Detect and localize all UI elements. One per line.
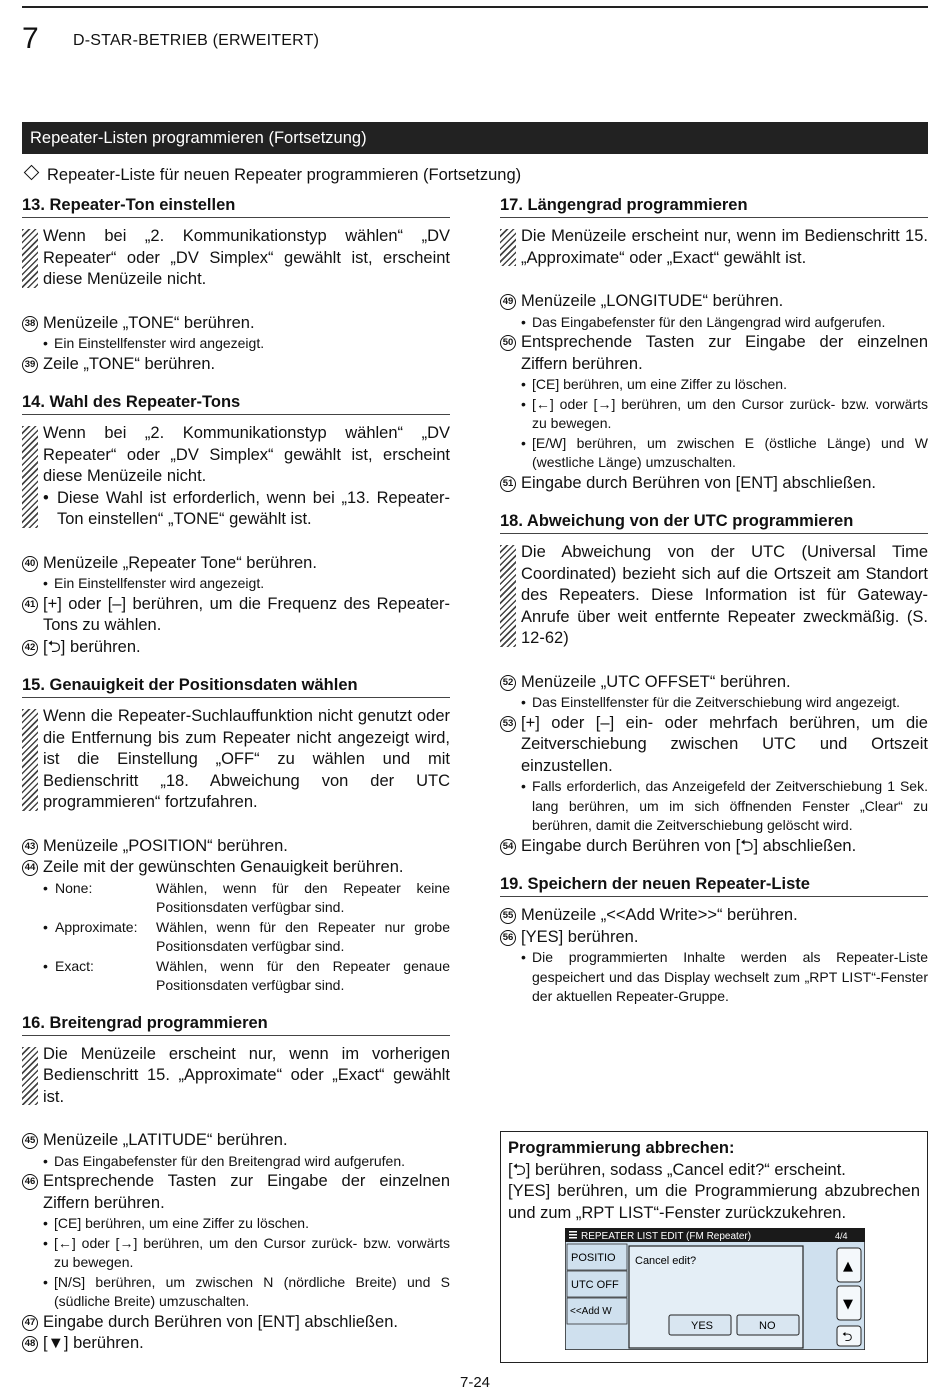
diamond-icon: [24, 165, 40, 181]
step-number: 41: [22, 597, 38, 613]
lcd-screenshot: [565, 1228, 865, 1350]
section-title: 19. Speichern der neuen Repeater-Liste: [500, 875, 928, 897]
step-number: 45: [22, 1133, 38, 1149]
step: 55 Menüzeile „<<Add Write>>“ berühren.: [500, 905, 928, 927]
step: 44 Zeile mit der gewünschten Genauigkeit berühren.: [22, 857, 450, 879]
info-note: Wenn bei „2. Kommunikationstyp wählen“ „DV Repeater“ oder „DV Simplex“ gewählt ist, erscheint diese Menüzeile nicht.: [22, 226, 450, 291]
step: 45 Menüzeile „LATITUDE“ berühren.: [22, 1130, 450, 1152]
step: 50 Entsprechende Tasten zur Eingabe der einzelnen Ziffern berühren.: [500, 332, 928, 375]
right-column: [500, 196, 928, 1007]
step-detail: • [E/W] berühren, um zwischen E (östliche Länge) und W (westliche Länge) umzuschalten.: [500, 434, 928, 473]
up-arrow-icon: ▲: [843, 1259, 853, 1274]
chapter-number: 7: [22, 22, 39, 55]
step-number: 46: [22, 1174, 38, 1190]
step-number: 44: [22, 860, 38, 876]
step: 51 Eingabe durch Berühren von [ENT] abschließen.: [500, 473, 928, 495]
chapter-title: D-STAR-BETRIEB (ERWEITERT): [73, 32, 320, 49]
step: 43 Menüzeile „POSITION“ berühren.: [22, 836, 450, 858]
step-detail: • [CE] berühren, um eine Ziffer zu löschen.: [500, 375, 928, 395]
lcd-row: UTC OFF: [571, 1279, 619, 1291]
step-number: 42: [22, 640, 38, 656]
step-detail: • Falls erforderlich, das Anzeigefeld der Zeitverschiebung 1 Sek. lang berühren, um im sich öffnenden Fenster „Clear“ zu berühren, damit die Zeitverschiebung gelöscht wird.: [500, 777, 928, 836]
menu-icon: [569, 1231, 577, 1239]
step: 53 [+] oder [–] ein- oder mehrfach berühren, um die Zeitverschiebung zwischen UTC und Ortszeit einzustellen.: [500, 713, 928, 778]
section-title: 18. Abweichung von der UTC programmieren: [500, 512, 928, 534]
section-title: 14. Wahl des Repeater-Tons: [22, 393, 450, 415]
step: 39 Zeile „TONE“ berühren.: [22, 354, 450, 376]
step: 38 Menüzeile „TONE“ berühren.: [22, 313, 450, 335]
step-number: 53: [500, 716, 516, 732]
subheading: Repeater-Liste für neuen Repeater programmieren (Fortsetzung): [22, 166, 521, 185]
info-note: Die Menüzeile erscheint nur, wenn im Bedienschritt 15. „Approximate“ oder „Exact“ gewählt ist.: [500, 226, 928, 269]
step-number: 47: [22, 1315, 38, 1331]
step-number: 54: [500, 839, 516, 855]
step-number: 49: [500, 294, 516, 310]
svg-text:NO: NO: [759, 1320, 776, 1332]
step: 52 Menüzeile „UTC OFFSET“ berühren.: [500, 672, 928, 694]
lcd-row: <<Add W: [570, 1306, 612, 1317]
step: 40 Menüzeile „Repeater Tone“ berühren.: [22, 553, 450, 575]
step-number: 51: [500, 476, 516, 492]
step-detail: • [←] oder [→] berühren, um den Cursor zurück- bzw. vorwärts zu bewegen.: [500, 395, 928, 434]
info-note: Die Abweichung von der UTC (Universal Time Coordinated) bezieht sich auf die Ortszeit am Standort des Repeaters. Diese Information ist für Gateway-Anrufe über weit entfernte Repeater zweckmäßig. (S. 12-62): [500, 542, 928, 650]
info-note: Wenn bei „2. Kommunikationstyp wählen“ „DV Repeater“ oder „DV Simplex“ gewählt ist, erscheint diese Menüzeile nicht. • Diese Wahl ist erforderlich, wenn bei „13. Repeater-Ton einstellen“ „TONE“ gewählt ist.: [22, 423, 450, 531]
lcd-row: POSITIO: [571, 1252, 616, 1264]
step: 47 Eingabe durch Berühren von [ENT] abschließen.: [22, 1312, 450, 1334]
step-detail: • [←] oder [→] berühren, um den Cursor zurück- bzw. vorwärts zu bewegen.: [22, 1234, 450, 1273]
section-bar: Repeater-Listen programmieren (Fortsetzung): [22, 122, 928, 154]
step-detail: • [N/S] berühren, um zwischen N (nördliche Breite) und S (südliche Breite) umzuschalten.: [22, 1273, 450, 1312]
step-detail: • Das Eingabefenster für den Längengrad wird aufgerufen.: [500, 313, 928, 333]
option-list: • None: Wählen, wenn für den Repeater keine Positionsdaten verfügbar sind. • Approximate: Wählen, wenn für den Repeater nur grobe Positionsdaten verfügbar sind. • Exact: Wählen, wenn für den Repeater genaue Positionsdaten verfügbar sind.: [22, 879, 450, 996]
abort-box: [500, 1131, 928, 1363]
step-detail: • Die programmierten Inhalte werden als Repeater-Liste gespeichert und das Display wechselt zum „RPT LIST“-Fenster der aktuellen Repeater-Gruppe.: [500, 948, 928, 1007]
step: 49 Menüzeile „LONGITUDE“ berühren.: [500, 291, 928, 313]
step-number: 39: [22, 357, 38, 373]
step-detail: • Ein Einstellfenster wird angezeigt.: [22, 334, 450, 354]
step: 48 [▼] berühren.: [22, 1333, 450, 1355]
step: 54 Eingabe durch Berühren von [⮌] abschließen.: [500, 836, 928, 858]
step-number: 40: [22, 556, 38, 572]
step-number: 38: [22, 316, 38, 332]
section-title: 17. Längengrad programmieren: [500, 196, 928, 218]
step-number: 43: [22, 839, 38, 855]
info-note: Wenn die Repeater-Suchlauffunktion nicht genutzt oder die Entfernung bis zum Repeater nicht angezeigt wird, ist die Einstellung „OFF“ zu wählen und mit Bedienschritt „18. Abweichung von der UTC programmieren“ fortzufahren.: [22, 706, 450, 814]
lcd-page: 4/4: [835, 1231, 848, 1241]
section-title: 15. Genauigkeit der Positionsdaten wählen: [22, 676, 450, 698]
step-detail: • Das Eingabefenster für den Breitengrad wird aufgerufen.: [22, 1152, 450, 1172]
abort-title: Programmierung abbrechen:: [508, 1139, 735, 1157]
step: 46 Entsprechende Tasten zur Eingabe der einzelnen Ziffern berühren.: [22, 1171, 450, 1214]
section-title: 13. Repeater-Ton einstellen: [22, 196, 450, 218]
step: 42 [⮌] berühren.: [22, 637, 450, 659]
info-note: Die Menüzeile erscheint nur, wenn im vorherigen Bedienschritt 15. „Approximate“ oder „Exact“ gewählt ist.: [22, 1044, 450, 1109]
step-detail: • Ein Einstellfenster wird angezeigt.: [22, 574, 450, 594]
step-number: 55: [500, 908, 516, 924]
step-number: 48: [22, 1336, 38, 1352]
back-arrow-icon: ⮌: [842, 1330, 853, 1345]
lcd-dialog-text: Cancel edit?: [635, 1255, 697, 1267]
step-number: 50: [500, 335, 516, 351]
step-detail: • Das Einstellfenster für die Zeitverschiebung wird angezeigt.: [500, 693, 928, 713]
step-number: 56: [500, 930, 516, 946]
section-title: 16. Breitengrad programmieren: [22, 1014, 450, 1036]
abort-line-2: [YES] berühren, um die Programmierung abzubrechen und zum „RPT LIST“-Fenster zurückzukehren.: [508, 1182, 920, 1222]
abort-line-1: [⮌] berühren, sodass „Cancel edit?“ erscheint.: [508, 1160, 846, 1179]
step: 41 [+] oder [–] berühren, um die Frequenz des Repeater-Tons zu wählen.: [22, 594, 450, 637]
step-detail: • [CE] berühren, um eine Ziffer zu löschen.: [22, 1214, 450, 1234]
step: 56 [YES] berühren.: [500, 927, 928, 949]
down-arrow-icon: ▼: [843, 1297, 853, 1312]
lcd-title: REPEATER LIST EDIT (FM Repeater): [581, 1231, 752, 1242]
page-number: 7-24: [459, 1374, 491, 1391]
left-column: [22, 196, 450, 1355]
header-rule: [22, 6, 928, 8]
svg-text:YES: YES: [691, 1320, 714, 1332]
step-number: 52: [500, 675, 516, 691]
